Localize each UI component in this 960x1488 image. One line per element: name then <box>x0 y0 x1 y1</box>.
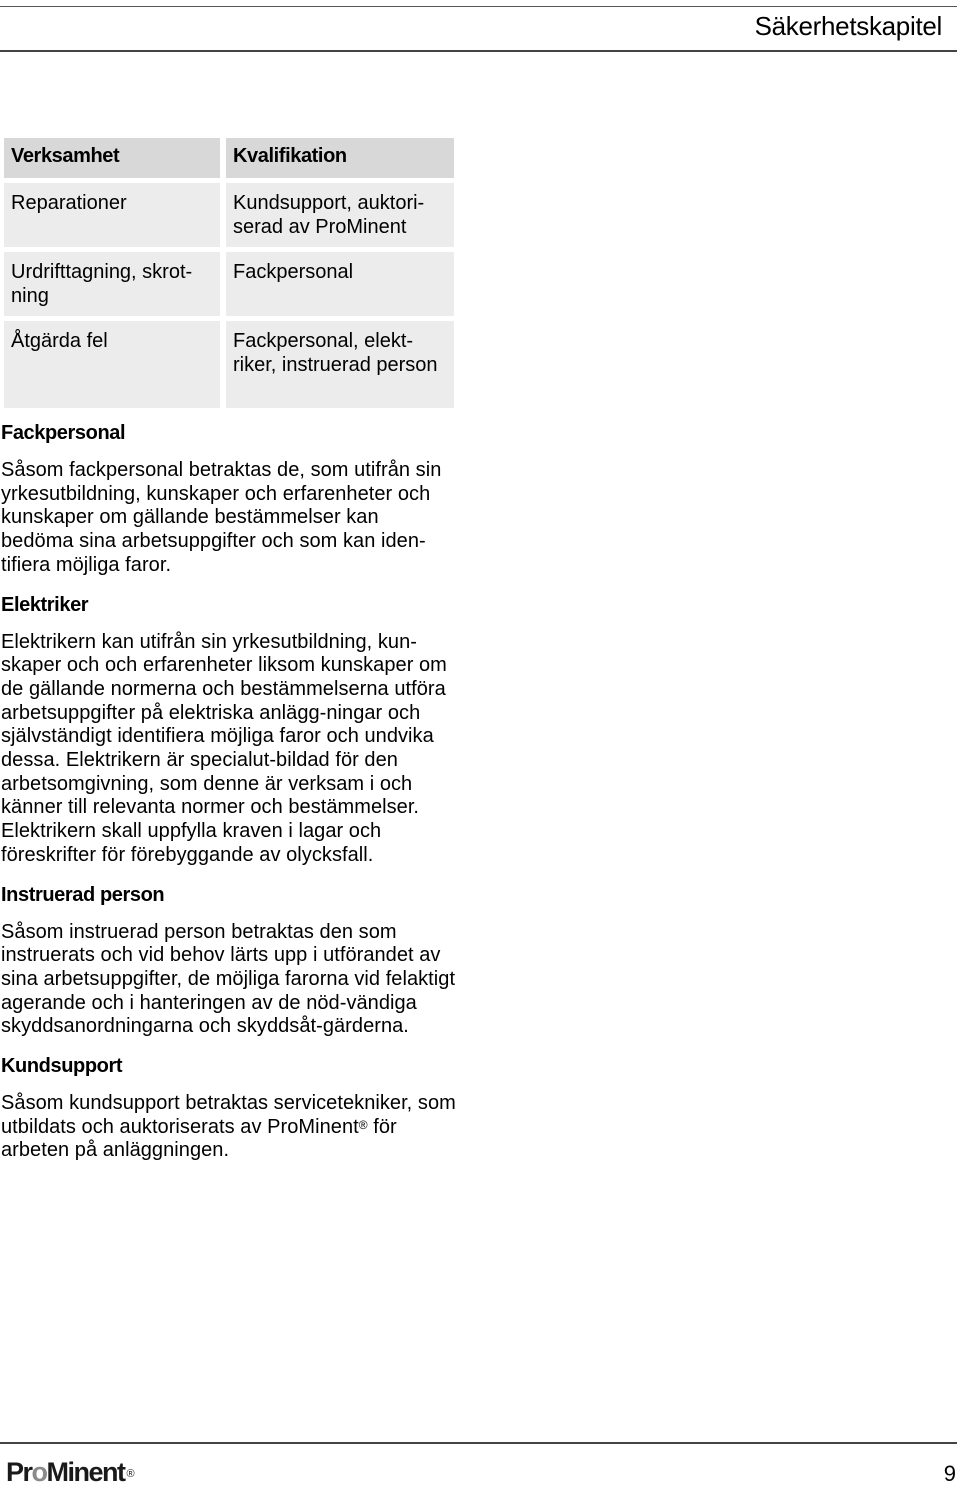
table-header-activity: Verksamhet <box>4 138 226 178</box>
table-header-qualification: Kvalifikation <box>226 138 454 178</box>
section-heading-kundsupport: Kundsupport <box>1 1055 123 1078</box>
cell-text: Reparationer <box>11 192 127 214</box>
section-heading-elektriker: Elektriker <box>1 593 89 616</box>
table-cell-qualification <box>226 316 454 408</box>
qualification-table <box>4 138 454 408</box>
section-body-elektriker: Elektrikern kan utifrån sin yrkesutbildning, kun-skaper och och erfarenheter liksom kunskaper om de gällande normerna och bestämmelserna utföra arbetsuppgifter på elektriska anlägg-ningar och självständigt identifiera möjliga faror och undvika dessa. Elektrikern är specialut-bildad för den arbetsomgivning, som denne är verksam i och känner till relevanta normer och bestämmelser. Elektrikern skall uppfylla kraven i lagar och föreskrifter för förebyggande av olycksfall. <box>1 630 447 866</box>
body-content <box>1 420 456 1177</box>
section-body-kundsupport <box>1 1092 456 1163</box>
table-cell-activity <box>4 247 226 316</box>
section-heading-instruerad-person: Instruerad person <box>1 883 165 906</box>
prominent-logo <box>6 1456 133 1488</box>
table-row <box>4 178 454 247</box>
section-body-instruerad-person: Såsom instruerad person betraktas den som instruerats och vid behov lärts upp i utförandet av sina arbetsuppgifter, de möjliga farorna vid felaktigt agerande och i hanteringen av de nöd-vändiga skyddsanordningarna och skyddsåt-gärderna. <box>1 920 456 1038</box>
table-cell-qualification <box>226 178 454 247</box>
page-number: 9 <box>943 1461 956 1486</box>
kundsupport-text: Såsom kundsupport betraktas servicetekniker, som utbildats och auktoriserats av ProMinent <box>1 1092 456 1138</box>
table-cell-activity <box>4 316 226 408</box>
table-row <box>4 247 454 316</box>
cell-text: Fackpersonal <box>233 261 354 283</box>
logo-text-prefix: Pr <box>6 1457 32 1487</box>
table-cell-activity <box>4 178 226 247</box>
logo-registered-mark: ® <box>126 1468 135 1480</box>
registered-mark: ® <box>358 1117 368 1132</box>
top-rule <box>0 6 957 7</box>
logo-text-o: o <box>31 1457 47 1487</box>
chapter-title: Säkerhetskapitel <box>754 11 942 41</box>
cell-text: Åtgärda fel <box>11 330 108 352</box>
kundsupport-text-end: för arbeten på anläggningen. <box>1 1115 397 1162</box>
footer-rule <box>0 1442 957 1444</box>
section-heading-fackpersonal: Fackpersonal <box>1 422 126 444</box>
logo-text-suffix: Minent <box>46 1457 125 1487</box>
cell-text: Fackpersonal, elekt-riker, instruerad person <box>233 330 438 376</box>
cell-text: Urdrifttagning, skrot-ning <box>11 261 193 307</box>
cell-text: Kundsupport, auktori-serad av ProMinent <box>233 192 425 238</box>
table-row <box>4 316 454 408</box>
table-header-row <box>4 138 454 178</box>
table-cell-qualification <box>226 247 454 316</box>
header-rule <box>0 50 957 52</box>
section-body-fackpersonal: Såsom fackpersonal betraktas de, som utifrån sin yrkesutbildning, kunskaper och erfarenheter och kunskaper om gällande bestämmelser kan bedöma sina arbetsuppgifter och som kan iden-tifiera möjliga faror. <box>1 459 442 576</box>
